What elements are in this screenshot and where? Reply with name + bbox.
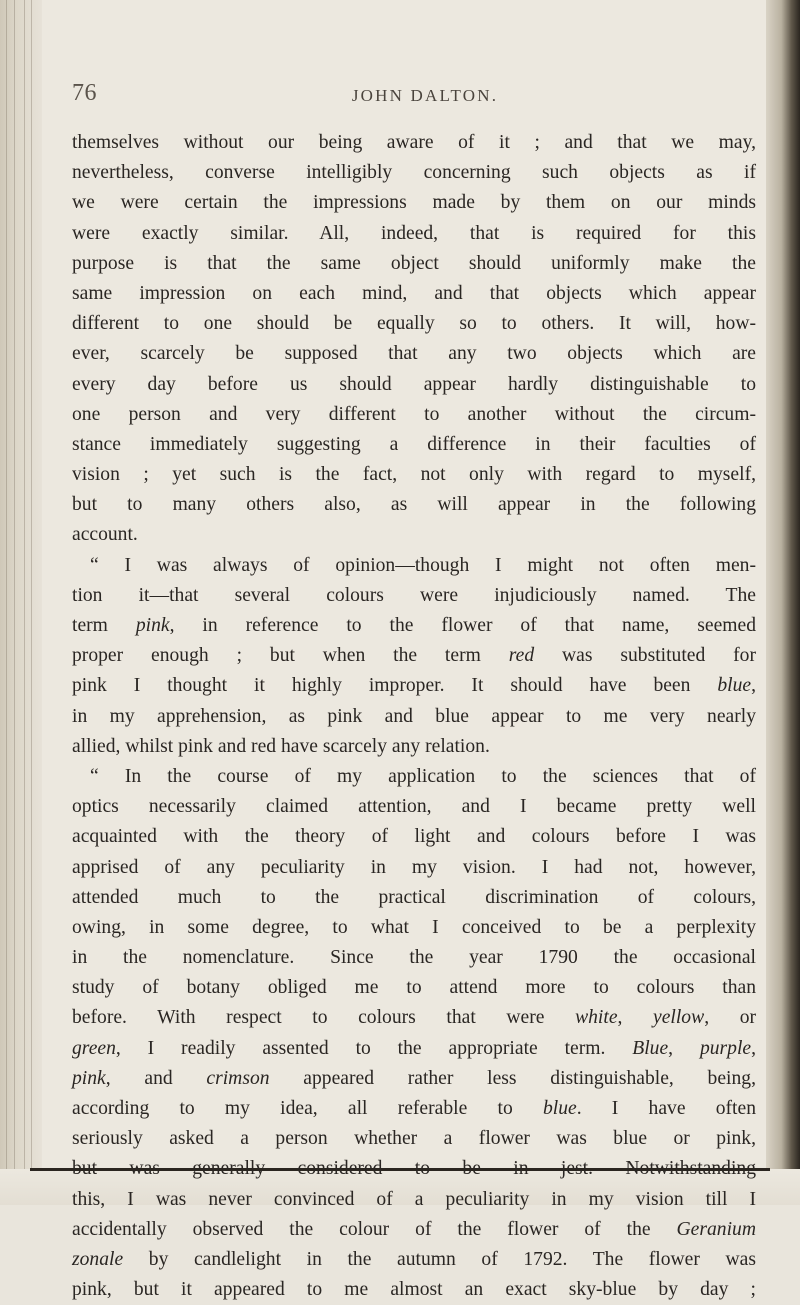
text-segment: vision ; yet such is the fact, not only with regard to myself, (72, 464, 756, 486)
text-segment: we were certain the impressions made by them on our minds (72, 192, 756, 214)
text-line (72, 1245, 756, 1275)
text-segment: , or (704, 1007, 757, 1029)
italic-term: blue (717, 675, 752, 697)
text-line (72, 370, 756, 400)
text-segment: pink, but it appeared to me almost an exact sky-blue by day ; (72, 1279, 756, 1301)
text-segment: accidentally observed the colour of the flower of the (72, 1218, 677, 1240)
text-segment: “ I was always of opinion—though I might not often men- (90, 554, 756, 576)
text-segment: same impression on each mind, and that objects which appear (72, 282, 756, 304)
italic-term: pink (135, 615, 170, 636)
text-segment: tion it—that several colours were injudiciously named. The (72, 584, 756, 606)
italic-term: pink (72, 1067, 106, 1089)
text-segment: in the nomenclature. Since the year 1790 the occasional (72, 947, 756, 969)
text-line (72, 732, 756, 762)
italic-term: zonale (72, 1248, 124, 1270)
italic-term: purple (699, 1037, 752, 1059)
italic-term: crimson (206, 1067, 270, 1089)
text-segment: account. (72, 524, 138, 546)
gutter-line (14, 0, 15, 1205)
text-segment: appeared rather less distinguishable, being, (269, 1067, 756, 1089)
text-line (72, 1064, 756, 1094)
page-number: 76 (72, 80, 97, 106)
text-segment: was substituted for (534, 645, 756, 667)
text-segment: nevertheless, converse intelligibly concerning such objects as if (72, 162, 756, 184)
text-segment: pink I thought it highly improper. It should have been (72, 675, 718, 697)
text-segment: , in reference to the flower of that name, seemed (169, 615, 756, 636)
text-segment: proper enough ; but when the term (72, 645, 509, 667)
text-segment: were exactly similar. All, indeed, that is required for this (72, 222, 756, 244)
page-edge-right (766, 0, 800, 1205)
text-segment: by candlelight in the autumn of 1792. The flower was (123, 1248, 756, 1270)
text-segment: seriously asked a person whether a flower was blue or pink, (72, 1128, 756, 1150)
text-segment: , (751, 675, 756, 697)
gutter-line (24, 0, 25, 1205)
text-line (72, 641, 756, 671)
text-line (72, 611, 756, 641)
text-segment: term (72, 615, 136, 636)
text-line (72, 943, 756, 973)
text-line (72, 1094, 756, 1124)
text-segment: , I readily assented to the appropriate term. (115, 1037, 633, 1059)
italic-term: green (72, 1037, 116, 1059)
text-line (72, 822, 756, 852)
text-segment: according to my idea, all referable to (72, 1098, 543, 1119)
text-line (72, 702, 756, 732)
text-segment: , (668, 1037, 700, 1059)
body-text (72, 128, 756, 1305)
page-header (0, 80, 800, 130)
text-segment: allied, whilst pink and red have scarcely any relation. (72, 735, 490, 757)
text-segment: “ In the course of my application to the sciences that of (90, 765, 756, 787)
text-segment: different to one should be equally so to others. It will, how- (72, 313, 756, 335)
text-line (72, 581, 756, 611)
text-line (72, 279, 756, 309)
text-line (72, 188, 756, 218)
text-line (72, 883, 756, 913)
italic-term: yellow (653, 1007, 705, 1029)
text-line (72, 309, 756, 339)
text-segment: , (617, 1007, 654, 1029)
gutter-line (31, 0, 32, 1205)
italic-term: Blue (632, 1037, 669, 1059)
text-segment: . I have often (576, 1098, 756, 1119)
italic-term: Geranium (676, 1218, 756, 1240)
text-line (72, 158, 756, 188)
text-line (72, 853, 756, 883)
text-segment: ever, scarcely be supposed that any two objects which are (72, 343, 756, 365)
text-segment: , (751, 1037, 757, 1059)
text-segment: owing, in some degree, to what I conceived to be a perplexity (72, 916, 756, 938)
italic-term: blue (542, 1098, 577, 1119)
text-segment: themselves without our being aware of it ; and that we may, (72, 132, 756, 153)
text-line (72, 671, 756, 701)
text-line (72, 1003, 756, 1033)
text-line (72, 1124, 756, 1154)
text-line (72, 339, 756, 369)
text-segment: optics necessarily claimed attention, and I became pretty well (72, 796, 756, 818)
text-line (72, 460, 756, 490)
text-segment: before. With respect to colours that were (72, 1007, 576, 1029)
text-segment: attended much to the practical discrimination of colours, (72, 886, 756, 908)
text-segment: in my apprehension, as pink and blue appear to me very nearly (72, 705, 756, 727)
text-segment: stance immediately suggesting a difference in their faculties of (72, 433, 756, 455)
text-line (72, 1154, 756, 1184)
text-line (72, 551, 756, 581)
text-line (72, 520, 756, 550)
text-line (72, 249, 756, 279)
text-line (72, 1034, 756, 1064)
text-line (72, 762, 756, 792)
text-segment: one person and very different to another without the circum- (72, 403, 756, 425)
gutter-line (6, 0, 7, 1205)
italic-term: red (508, 645, 535, 667)
text-segment: but was generally considered to be in jest. Notwithstanding (72, 1158, 756, 1180)
text-segment: study of botany obliged me to attend more to colours than (72, 977, 756, 999)
italic-term: white (575, 1007, 618, 1029)
running-head: JOHN DALTON. (351, 86, 499, 105)
text-line (72, 430, 756, 460)
text-line (72, 973, 756, 1003)
text-line (72, 128, 756, 158)
text-line (72, 1275, 756, 1305)
text-segment: , and (105, 1067, 207, 1089)
text-segment: this, I was never convinced of a peculiarity in my vision till I (72, 1188, 756, 1210)
text-line (72, 400, 756, 430)
text-segment: but to many others also, as will appear in the following (72, 494, 756, 516)
text-line (72, 1215, 756, 1245)
text-line (72, 913, 756, 943)
text-segment: apprised of any peculiarity in my vision. I had not, however, (72, 856, 756, 878)
text-line (72, 1185, 756, 1215)
text-segment: acquainted with the theory of light and colours before I was (72, 826, 756, 848)
text-line (72, 792, 756, 822)
text-line (72, 490, 756, 520)
text-line (72, 219, 756, 249)
text-segment: purpose is that the same object should uniformly make the (72, 252, 756, 274)
text-segment: every day before us should appear hardly distinguishable to (72, 373, 756, 395)
